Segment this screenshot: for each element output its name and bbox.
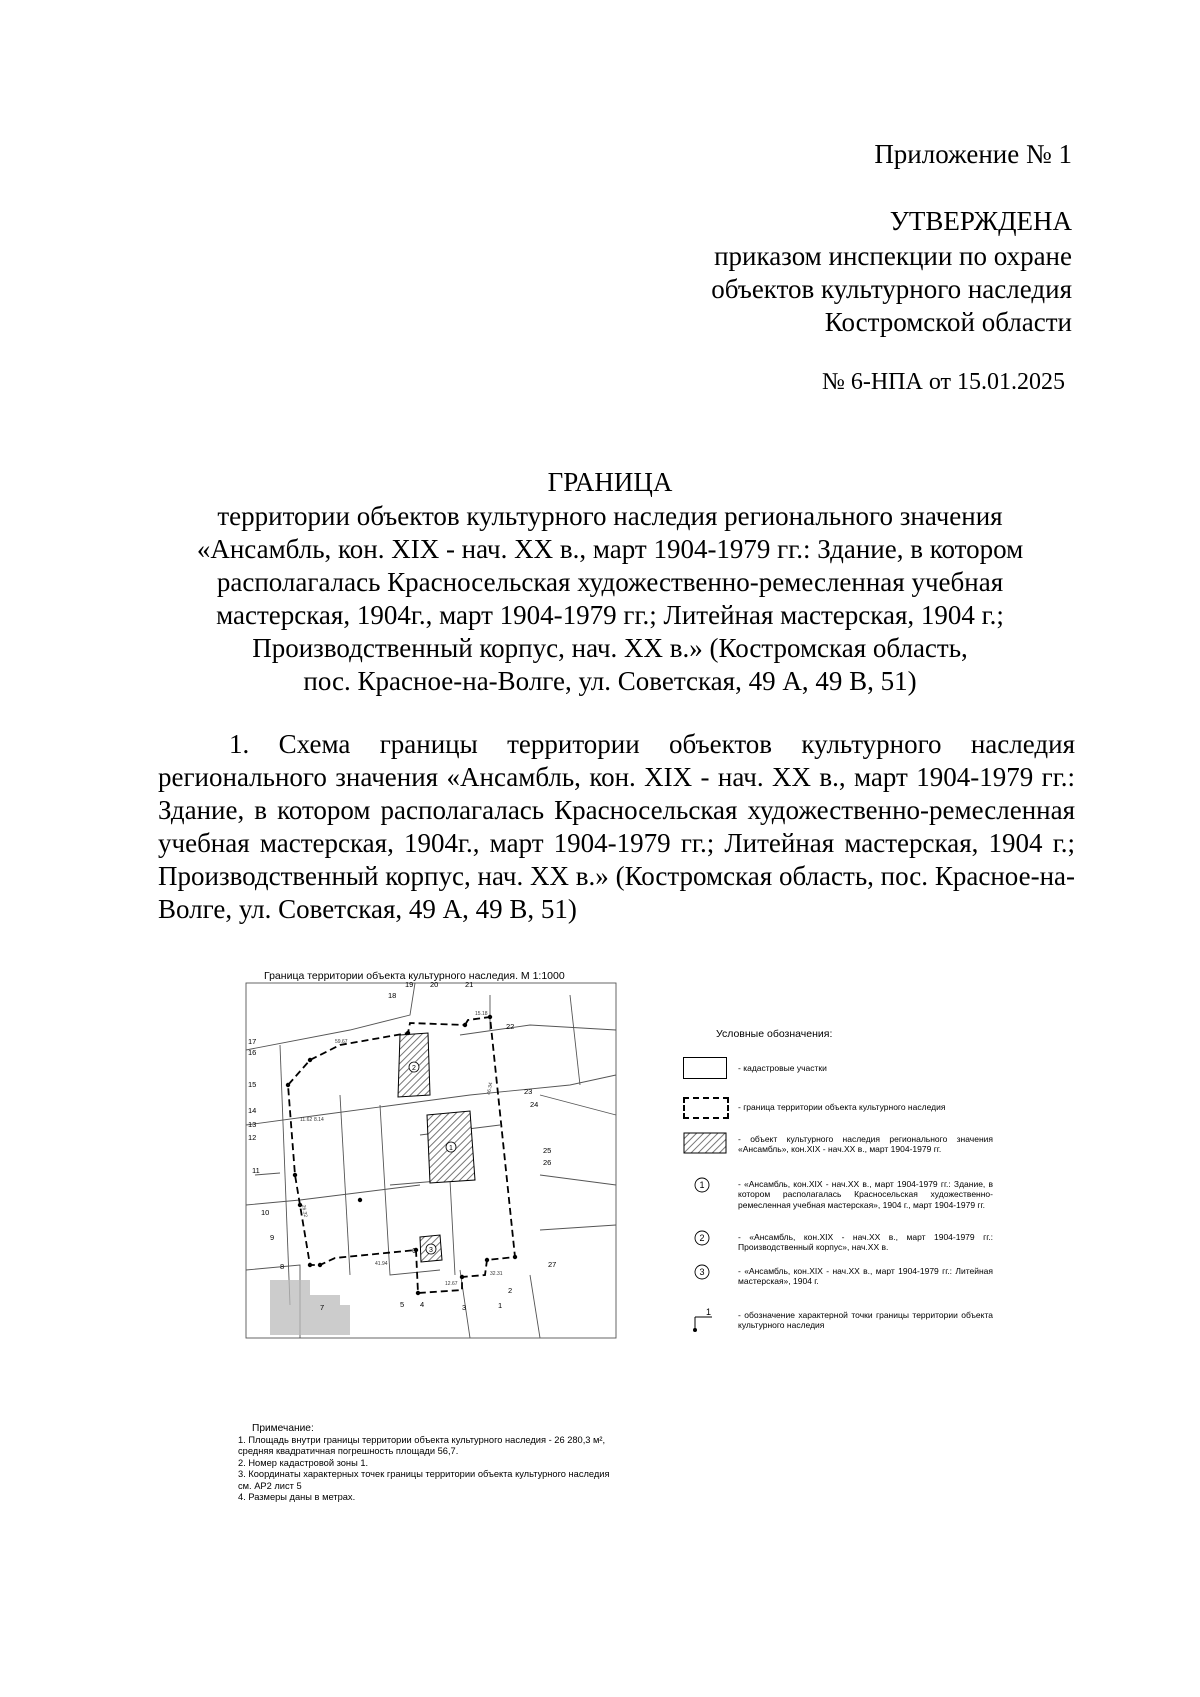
legend-item: - «Ансамбль, кон.XIX - нач.XX в., март 1904-1979 гг.: Производственный корпус», нач.XX в.: [738, 1232, 993, 1253]
dimension-label: 8.14: [314, 1117, 324, 1123]
appendix-label: Приложение № 1: [874, 139, 1072, 169]
point-label: 20: [430, 980, 439, 989]
point-label: 11: [252, 1166, 260, 1175]
legend-item: - кадастровые участки: [738, 1063, 827, 1073]
note-line: 4. Размеры даны в метрах.: [238, 1492, 356, 1502]
point-label: 1: [498, 1301, 503, 1310]
point-label: 2: [508, 1286, 513, 1295]
title-line: пос. Красное-на-Волге, ул. Советская, 49 А, 49 В, 51): [303, 666, 917, 696]
legend-item: - «Ансамбль, кон.XIX - нач.XX в., март 1904-1979 гг.: Литейная мастерская», 1904 г.: [738, 1266, 993, 1287]
point-label: 26: [543, 1158, 552, 1167]
legend-circle-2: [694, 1230, 710, 1246]
point-label: 22: [506, 1022, 515, 1031]
legend-circle-1: [694, 1177, 710, 1193]
title-line: «Ансамбль, кон. XIX - нач. XX в., март 1904-1979 гг.: Здание, в котором: [196, 534, 1024, 564]
title-line: располагалась Красносельская художественно-ремесленная учебная: [216, 567, 1004, 597]
map-title: Граница территории объекта культурного наследия. М 1:1000: [264, 970, 565, 982]
dimension-label: 26.32: [300, 1204, 309, 1218]
point-label: 8: [280, 1262, 285, 1271]
point-label: 10: [261, 1208, 270, 1217]
point-label: 17: [248, 1037, 257, 1046]
note-line: см. АР2 лист 5: [238, 1480, 302, 1491]
document-title: ГРАНИЦА: [547, 467, 673, 497]
dimension-label: 15.18: [475, 1011, 488, 1017]
approved-by-line1: приказом инспекции по охране: [714, 241, 1072, 271]
legend-item: - «Ансамбль, кон.XIX - нач.XX в., март 1904-1979 гг.: Здание, в котором располагалась Красносельская художественно-ремесленная учебная мастерская», 1904 г., март 1904-1979 гг.: [738, 1179, 993, 1210]
dimension-label: 12.67: [445, 1281, 458, 1287]
notes-block: [238, 1423, 610, 1504]
legend-swatch-hatch: [683, 1132, 727, 1154]
object-label: 3: [429, 1247, 433, 1254]
approved-label: УТВЕРЖДЕНА: [889, 206, 1072, 236]
object-label: 2: [412, 1065, 416, 1072]
dimension-label: 46.34: [486, 1081, 495, 1096]
point-label: 13: [248, 1120, 257, 1129]
point-label: 27: [548, 1260, 557, 1269]
point-label: 18: [388, 991, 397, 1000]
point-label: 14: [248, 1106, 257, 1115]
legend-item: - граница территории объекта культурного наследия: [738, 1102, 946, 1112]
boundary-map: [240, 975, 625, 1350]
point-label: 24: [530, 1100, 539, 1109]
note-line: 2. Номер кадастровой зоны 1.: [238, 1457, 369, 1468]
approved-by-line3: Костромской области: [824, 307, 1072, 337]
dimension-label: 11.62: [300, 1117, 313, 1123]
svg-text:3: 3: [699, 1267, 705, 1277]
point-label: 23: [524, 1087, 533, 1096]
legend-title: Условные обозначения:: [716, 1028, 833, 1040]
legend-swatch-cadastral: [683, 1057, 727, 1079]
point-label: 7: [320, 1303, 325, 1312]
order-number: № 6-НПА от 15.01.2025: [821, 369, 1065, 395]
legend-swatch-boundary: [683, 1097, 729, 1119]
point-label: 3: [462, 1303, 467, 1312]
legend-item: - объект культурного наследия регионального значения «Ансамбль», кон.XIX - нач.XX в., март 1904-1979 гг.: [738, 1134, 993, 1155]
svg-text:2: 2: [699, 1233, 705, 1243]
point-label: 5: [400, 1300, 405, 1309]
object-label: 1: [449, 1145, 453, 1152]
dimension-label: 59.67: [335, 1039, 348, 1045]
dimension-label: 41.94: [375, 1261, 388, 1267]
notes-title: Примечание:: [252, 1423, 314, 1434]
legend-item: - обозначение характерной точки границы территории объекта культурного наследия: [738, 1310, 993, 1331]
point-label: 25: [543, 1146, 552, 1155]
legend-circle-3: [694, 1264, 710, 1280]
title-line: Производственный корпус, нач. XX в.» (Костромская область,: [252, 633, 968, 663]
legend-point-symbol: [690, 1305, 720, 1335]
point-label: 4: [420, 1300, 425, 1309]
svg-text:1: 1: [706, 1307, 712, 1317]
note-line: средняя квадратичная погрешность площади 56,7.: [238, 1446, 459, 1456]
note-line: 3. Координаты характерных точек границы территории объекта культурного наследия: [238, 1469, 610, 1479]
point-label: 12: [248, 1133, 257, 1142]
title-line: территории объектов культурного наследия регионального значения: [217, 501, 1003, 531]
point-labels: [248, 980, 556, 1312]
point-label: 6: [412, 1246, 417, 1255]
note-line: 1. Площадь внутри границы территории объекта культурного наследия - 26 280,3 м²,: [238, 1434, 606, 1445]
terrain-shading: [270, 1280, 350, 1335]
svg-text:1: 1: [699, 1180, 705, 1190]
approved-by-line2: объектов культурного наследия: [711, 274, 1072, 304]
point-label: 15: [248, 1080, 257, 1089]
title-line: мастерская, 1904г., март 1904-1979 гг.; Литейная мастерская, 1904 г.;: [216, 600, 1004, 630]
dimension-label: 32.31: [490, 1271, 503, 1277]
point-label: 21: [465, 980, 474, 989]
point-label: 16: [248, 1048, 257, 1057]
point-label: 9: [270, 1233, 275, 1242]
section-1-paragraph: 1. Схема границы территории объектов культурного наследия регионального значения «Ансамбль, кон. XIX - нач. XX в., март 1904-1979 гг.: Здание, в котором располагалась Красносельская художественно-ремесленная учебная мастерская, 1904г., март 1904-1979 гг.; Литейная мастерская, 1904 г.; Производственный корпус, нач. XX в.» (Костромская область, пос. Красное-на-Волге, ул. Советская, 49 А, 49 В, 51): [158, 729, 1075, 924]
point-label: 19: [405, 980, 414, 989]
